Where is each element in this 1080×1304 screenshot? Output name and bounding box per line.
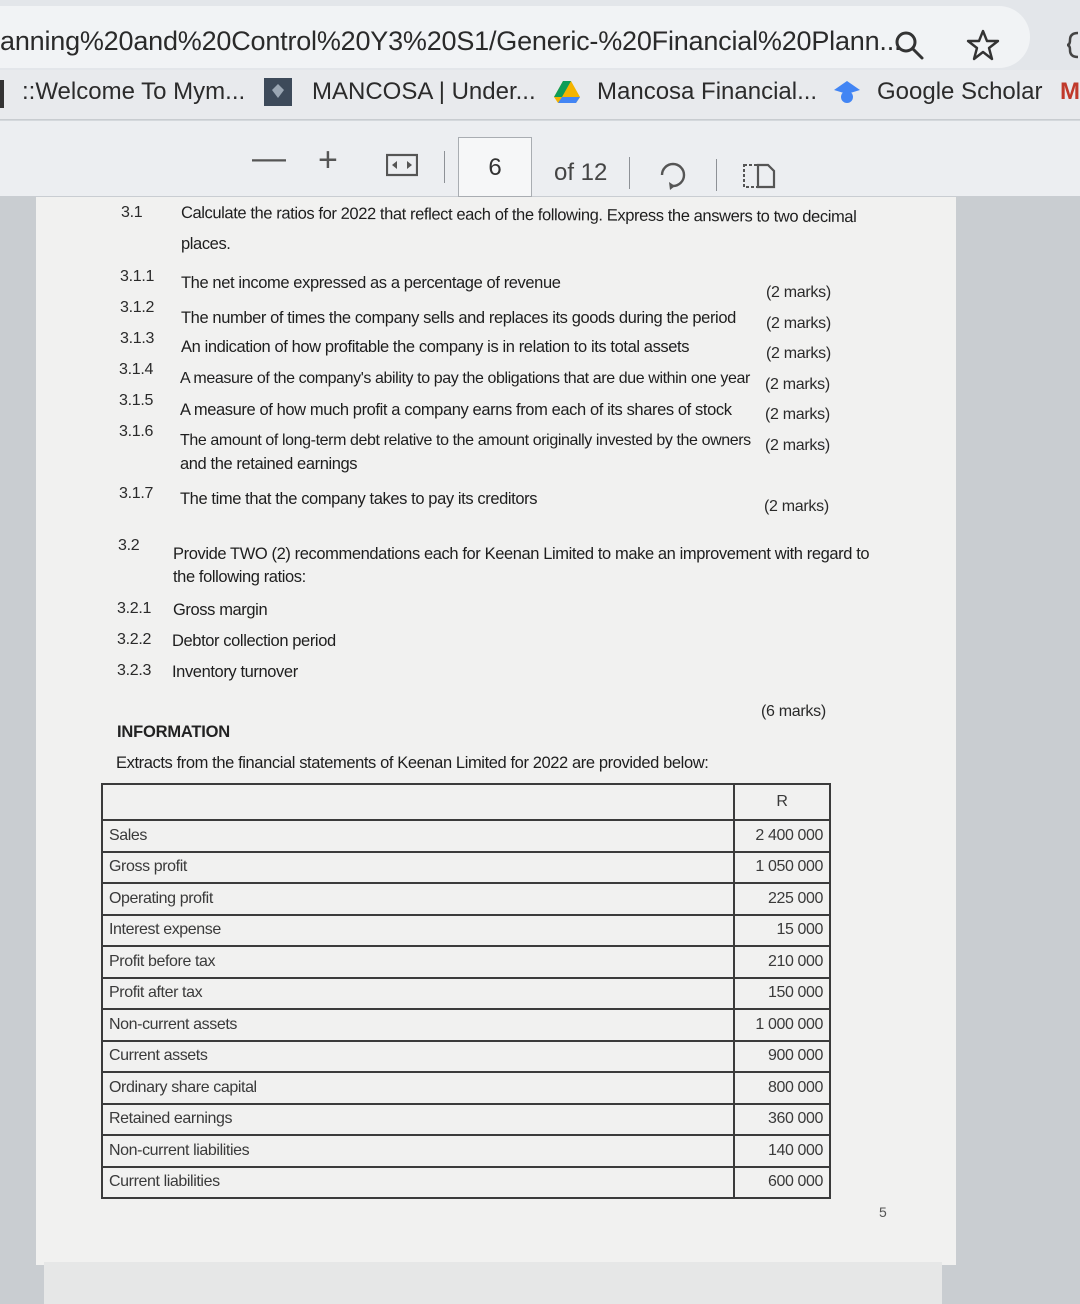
financial-extract-table: [101, 783, 831, 1199]
row-value: 360 000: [734, 1104, 830, 1136]
table-row: [102, 915, 830, 947]
sub-question-number: 3.2.3: [117, 662, 152, 679]
row-value: 210 000: [734, 946, 830, 978]
question-number: 3.1: [121, 204, 143, 221]
sub-question-number: 3.1.7: [119, 485, 154, 502]
bookmark-edge-icon: [0, 80, 4, 108]
sub-question-text: A measure of how much profit a company earns from each of its shares of stock: [180, 401, 732, 419]
row-label: Non-current liabilities: [102, 1135, 734, 1167]
search-icon[interactable]: [892, 28, 926, 62]
sub-question-text: A measure of the company's ability to pay the obligations that are due within one year: [180, 370, 750, 387]
marks-label: (2 marks): [766, 315, 831, 332]
sub-question-number: 3.1.2: [120, 299, 155, 316]
table-row: [102, 946, 830, 978]
address-bar-area: [0, 0, 1080, 70]
sub-question-text: The net income expressed as a percentage of revenue: [181, 274, 561, 292]
bookmark-mancosa-financial[interactable]: [553, 78, 817, 106]
marks-label: (2 marks): [764, 498, 829, 515]
currency-header: R: [734, 784, 830, 820]
row-value: 600 000: [734, 1167, 830, 1199]
table-row: [102, 820, 830, 852]
table-row: [102, 883, 830, 915]
row-value: 225 000: [734, 883, 830, 915]
marks-label: (2 marks): [766, 345, 831, 362]
bookmark-google-scholar[interactable]: [833, 78, 1042, 106]
bookmark-label: ::Welcome To Mym...: [22, 78, 246, 105]
marks-label: (2 marks): [765, 437, 830, 454]
table-row: [102, 978, 830, 1010]
page-number-input[interactable]: 6: [458, 137, 532, 197]
pdf-toolbar: [0, 121, 1080, 197]
table-header-label: [102, 784, 734, 820]
question-text: Calculate the ratios for 2022 that reflect each of the following. Express the answers to two decimal: [180, 203, 857, 227]
sub-question-text: The time that the company takes to pay its creditors: [180, 490, 538, 508]
question-text: Provide TWO (2) recommendations each for Keenan Limited to make an improvement with regard to: [173, 545, 870, 563]
page-count: of 12: [554, 159, 608, 186]
row-value: 2 400 000: [734, 820, 830, 852]
row-value: 800 000: [734, 1072, 830, 1104]
sub-question-text: Debtor collection period: [172, 632, 336, 650]
bookmark-label: MANCOSA | Under...: [312, 78, 536, 105]
sub-question-number: 3.1.6: [119, 423, 154, 440]
extension-icon[interactable]: [1066, 30, 1080, 60]
question-text: places.: [181, 235, 231, 253]
table-header-row: [102, 784, 830, 820]
bookmark-label: Google Scholar: [877, 78, 1043, 105]
row-label: Retained earnings: [102, 1104, 734, 1136]
table-row: [102, 1072, 830, 1104]
table-row: [102, 1104, 830, 1136]
row-label: Ordinary share capital: [102, 1072, 734, 1104]
page-number: 5: [879, 1204, 887, 1220]
table-row: [102, 1167, 830, 1199]
row-label: Profit before tax: [102, 946, 734, 978]
toolbar-divider: [716, 159, 717, 191]
bookmarks-bar: [0, 70, 1080, 120]
marks-label: (2 marks): [766, 284, 831, 301]
row-label: Interest expense: [102, 915, 734, 947]
sub-question-number: 3.2.1: [117, 600, 152, 617]
row-value: 140 000: [734, 1135, 830, 1167]
row-value: 150 000: [734, 978, 830, 1010]
marks-label: (2 marks): [765, 406, 830, 423]
bookmark-mancosa-under[interactable]: [264, 78, 536, 106]
table-row: [102, 1041, 830, 1073]
table-row: [102, 1135, 830, 1167]
row-value: 15 000: [734, 915, 830, 947]
sub-question-text: An indication of how profitable the company is in relation to its total assets: [181, 338, 690, 356]
zoom-in-icon[interactable]: +: [318, 141, 338, 179]
star-icon[interactable]: [966, 28, 1000, 62]
zoom-out-icon[interactable]: —: [252, 139, 286, 177]
sub-question-text-cont: and the retained earnings: [180, 455, 358, 473]
scholar-icon: [833, 78, 861, 106]
page-view-icon[interactable]: [742, 161, 776, 191]
sub-question-text: Gross margin: [173, 601, 268, 619]
row-label: Profit after tax: [102, 978, 734, 1010]
mancosa-logo-icon: [264, 78, 292, 106]
row-label: Sales: [102, 820, 734, 852]
bookmark-gmail-icon[interactable]: M: [1060, 78, 1080, 105]
sub-question-number: 3.1.5: [119, 392, 154, 409]
row-value: 900 000: [734, 1041, 830, 1073]
address-bar[interactable]: [0, 6, 1030, 68]
next-pdf-page: [44, 1262, 942, 1304]
question-number: 3.2: [118, 537, 140, 554]
fit-width-icon[interactable]: [386, 153, 418, 177]
row-label: Current assets: [102, 1041, 734, 1073]
drive-icon: [553, 78, 581, 106]
sub-question-number: 3.1.1: [120, 268, 155, 285]
sub-question-number: 3.2.2: [117, 631, 152, 648]
marks-label: (2 marks): [765, 376, 830, 393]
information-intro: Extracts from the financial statements of Keenan Limited for 2022 are provided below:: [116, 754, 709, 772]
table-row: [102, 852, 830, 884]
row-value: 1 050 000: [734, 852, 830, 884]
toolbar-divider: [444, 151, 445, 183]
toolbar-divider: [629, 157, 630, 189]
row-label: Operating profit: [102, 883, 734, 915]
sub-question-text: Inventory turnover: [172, 663, 298, 681]
row-label: Current liabilities: [102, 1167, 734, 1199]
row-label: Gross profit: [102, 852, 734, 884]
bookmark-welcome[interactable]: [22, 78, 245, 106]
bookmark-label: Mancosa Financial...: [597, 78, 818, 105]
sub-question-number: 3.1.4: [119, 361, 154, 378]
information-heading: INFORMATION: [117, 723, 230, 741]
sub-question-text: The amount of long-term debt relative to the amount originally invested by the owners: [180, 432, 751, 449]
sub-question-number: 3.1.3: [120, 330, 155, 347]
rotate-icon[interactable]: [656, 157, 690, 191]
marks-label: (6 marks): [761, 703, 826, 720]
sub-question-text: The number of times the company sells and replaces its goods during the period: [181, 309, 736, 327]
url-text[interactable]: anning%20and%20Control%20Y3%20S1/Generic-%20Financial%20Plann...: [0, 26, 902, 56]
question-text: the following ratios:: [173, 568, 306, 586]
row-value: 1 000 000: [734, 1009, 830, 1041]
row-label: Non-current assets: [102, 1009, 734, 1041]
table-row: [102, 1009, 830, 1041]
